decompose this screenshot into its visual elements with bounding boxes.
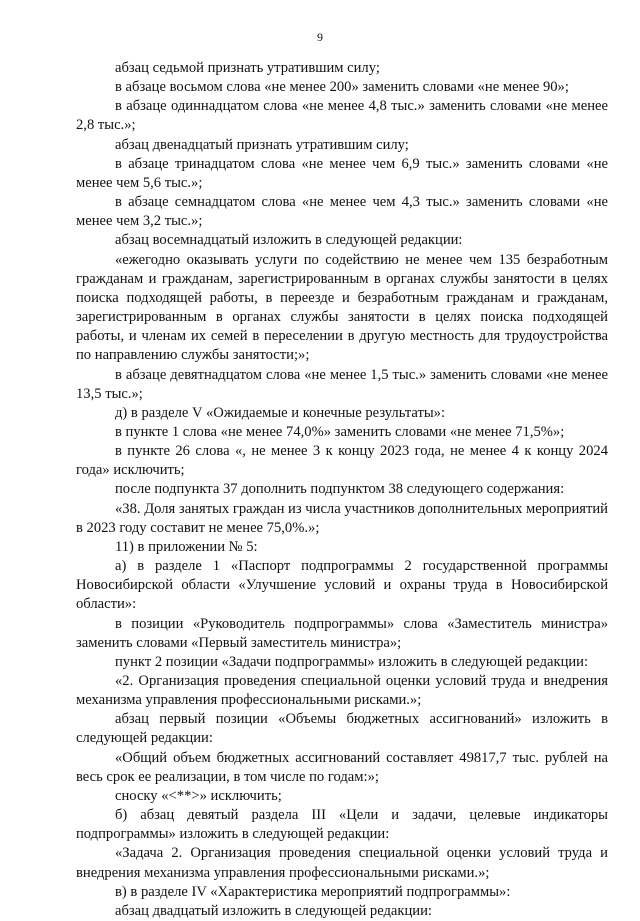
paragraph: «Задача 2. Организация проведения специальной оценки условий труда и внедрения механизма управления профессиональными рисками.»; [76,845,608,881]
paragraph: пункт 2 позиции «Задачи подпрограммы» изложить в следующей редакции: [115,653,589,670]
paragraph: 11) в приложении № 5: [115,538,258,555]
paragraph: в позиции «Руководитель подпрограммы» слова «Заместитель министра» заменить словами «Первый заместитель министра»; [76,615,608,651]
paragraph: «38. Доля занятых граждан из числа участников дополнительных мероприятий в 2023 году составит не менее 75,0%.»; [76,500,608,536]
paragraph: «ежегодно оказывать услуги по содействию не менее чем 135 безработным гражданам и гражданам, зарегистрированным в органах службы занятости в целях поиска подходящей работы, в переезде и безработным гражданам и гражданам, зарегистрированным в органах службы занятости в целях поиска подходящей работы, и членам их семей в переселении в другую местность для трудоустройства по направлению службы занятости;»; [76,251,608,364]
paragraph: «2. Организация проведения специальной оценки условий труда и внедрения механизма управления профессиональными рисками.»; [76,673,608,709]
paragraph: а) в разделе 1 «Паспорт подпрограммы 2 государственной программы Новосибирской области «Улучшение условий и охраны труда в Новосибирской области»: [76,558,608,613]
paragraph: в абзаце одиннадцатом слова «не менее 4,8 тыс.» заменить словами «не менее 2,8 тыс.»; [76,98,608,134]
paragraph: после подпункта 37 дополнить подпунктом 38 следующего содержания: [115,481,565,498]
paragraph: «Общий объем бюджетных ассигнований составляет 49817,7 тыс. рублей на весь срок ее реализации, в том числе по годам:»; [76,749,608,785]
paragraph: в пункте 1 слова «не менее 74,0%» заменить словами «не менее 71,5%»; [115,423,565,440]
paragraph: абзац двадцатый изложить в следующей редакции: [115,902,432,919]
paragraph: абзац восемнадцатый изложить в следующей редакции: [115,232,463,249]
paragraph: в) в разделе IV «Характеристика мероприятий подпрограммы»: [115,883,511,900]
paragraph: в пункте 26 слова «, не менее 3 к концу 2023 года, не менее 4 к концу 2024 года» исключить; [76,443,608,479]
document-body [76,59,608,921]
paragraph: в абзаце девятнадцатом слова «не менее 1,5 тыс.» заменить словами «не менее 13,5 тыс.»; [76,366,608,402]
page-number: 9 [317,30,323,44]
paragraph: сноску «<**>» исключить; [115,787,282,804]
paragraph: в абзаце семнадцатом слова «не менее чем 4,3 тыс.» заменить словами «не менее чем 3,2 тыс.»; [76,194,608,230]
paragraph: в абзаце восьмом слова «не менее 200» заменить словами «не менее 90»; [115,79,569,96]
paragraph: б) абзац девятый раздела III «Цели и задачи, целевые индикаторы подпрограммы» изложить в следующей редакции: [76,807,608,843]
paragraph: абзац двенадцатый признать утратившим силу; [115,136,409,153]
paragraph: абзац седьмой признать утратившим силу; [115,60,380,76]
paragraph: д) в разделе V «Ожидаемые и конечные результаты»: [115,404,446,421]
paragraph: абзац первый позиции «Объемы бюджетных ассигнований» изложить в следующей редакции: [76,711,608,747]
paragraph: в абзаце тринадцатом слова «не менее чем 6,9 тыс.» заменить словами «не менее чем 5,6 тыс.»; [76,155,608,191]
